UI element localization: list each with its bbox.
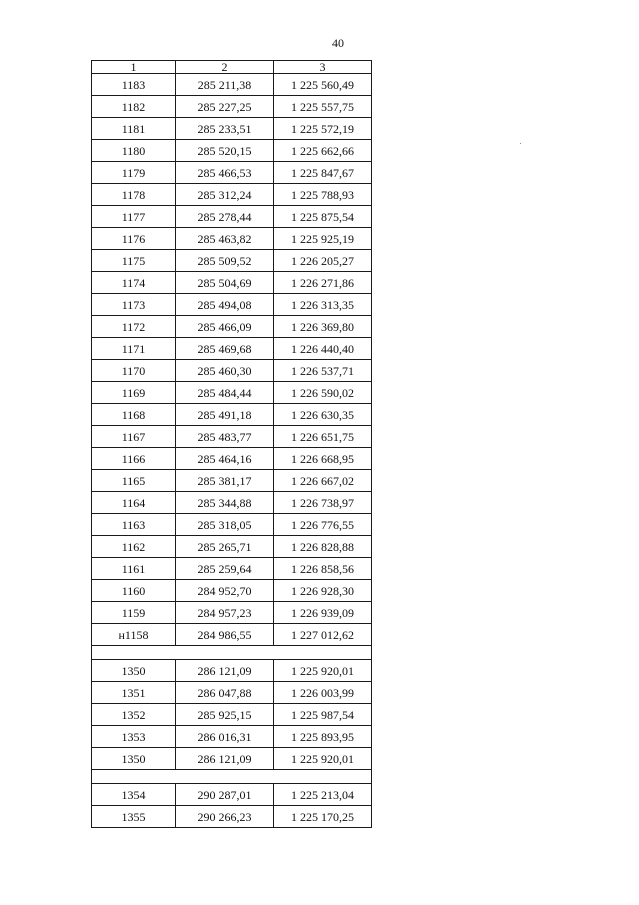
y-coordinate-cell: 1 227 012,62 [274, 624, 372, 646]
point-number-cell: 1355 [92, 806, 176, 828]
x-coordinate-cell: 285 466,09 [176, 316, 274, 338]
y-coordinate-cell: 1 226 738,97 [274, 492, 372, 514]
table-row [92, 426, 372, 448]
x-coordinate-cell: 285 278,44 [176, 206, 274, 228]
y-coordinate-cell: 1 225 560,49 [274, 74, 372, 96]
table-row [92, 382, 372, 404]
point-number-cell: 1181 [92, 118, 176, 140]
x-coordinate-cell: 285 509,52 [176, 250, 274, 272]
x-coordinate-cell: 285 460,30 [176, 360, 274, 382]
point-number-cell: 1167 [92, 426, 176, 448]
table-row [92, 536, 372, 558]
x-coordinate-cell: 285 504,69 [176, 272, 274, 294]
table-row [92, 294, 372, 316]
table-row [92, 316, 372, 338]
x-coordinate-cell: 285 484,44 [176, 382, 274, 404]
x-coordinate-cell: 285 233,51 [176, 118, 274, 140]
point-number-cell: 1160 [92, 580, 176, 602]
separator-cell [92, 646, 372, 660]
x-coordinate-cell: 285 265,71 [176, 536, 274, 558]
header-cell-point: 1 [92, 61, 176, 74]
table-row [92, 162, 372, 184]
point-number-cell: 1171 [92, 338, 176, 360]
point-number-cell: 1165 [92, 470, 176, 492]
table-row [92, 140, 372, 162]
x-coordinate-cell: 285 464,16 [176, 448, 274, 470]
table-row [92, 748, 372, 770]
table-row [92, 580, 372, 602]
y-coordinate-cell: 1 226 858,56 [274, 558, 372, 580]
x-coordinate-cell: 285 318,05 [176, 514, 274, 536]
y-coordinate-cell: 1 225 987,54 [274, 704, 372, 726]
y-coordinate-cell: 1 225 213,04 [274, 784, 372, 806]
table-header-row [92, 61, 372, 74]
y-coordinate-cell: 1 226 828,88 [274, 536, 372, 558]
y-coordinate-cell: 1 225 572,19 [274, 118, 372, 140]
point-number-cell: 1166 [92, 448, 176, 470]
y-coordinate-cell: 1 225 788,93 [274, 184, 372, 206]
x-coordinate-cell: 286 121,09 [176, 748, 274, 770]
point-number-cell: 1350 [92, 660, 176, 682]
point-number-cell: 1180 [92, 140, 176, 162]
point-number-cell: 1173 [92, 294, 176, 316]
header-cell-x: 2 [176, 61, 274, 74]
point-number-cell: 1161 [92, 558, 176, 580]
x-coordinate-cell: 285 469,68 [176, 338, 274, 360]
y-coordinate-cell: 1 225 925,19 [274, 228, 372, 250]
point-number-cell: 1162 [92, 536, 176, 558]
x-coordinate-cell: 285 925,15 [176, 704, 274, 726]
table-row [92, 360, 372, 382]
point-number-cell: 1179 [92, 162, 176, 184]
point-number-cell: 1182 [92, 96, 176, 118]
point-number-cell: 1168 [92, 404, 176, 426]
x-coordinate-cell: 290 266,23 [176, 806, 274, 828]
y-coordinate-cell: 1 225 170,25 [274, 806, 372, 828]
x-coordinate-cell: 284 986,55 [176, 624, 274, 646]
x-coordinate-cell: 285 344,88 [176, 492, 274, 514]
point-number-cell: 1170 [92, 360, 176, 382]
point-number-cell: 1352 [92, 704, 176, 726]
point-number-cell: 1164 [92, 492, 176, 514]
point-number-cell: 1178 [92, 184, 176, 206]
y-coordinate-cell: 1 226 668,95 [274, 448, 372, 470]
x-coordinate-cell: 285 466,53 [176, 162, 274, 184]
table-row [92, 784, 372, 806]
separator-cell [92, 770, 372, 784]
point-number-cell: 1354 [92, 784, 176, 806]
table-row [92, 74, 372, 96]
point-number-cell: 1163 [92, 514, 176, 536]
point-number-cell: н1158 [92, 624, 176, 646]
table-row [92, 660, 372, 682]
x-coordinate-cell: 285 463,82 [176, 228, 274, 250]
x-coordinate-cell: 290 287,01 [176, 784, 274, 806]
point-number-cell: 1175 [92, 250, 176, 272]
y-coordinate-cell: 1 225 920,01 [274, 660, 372, 682]
y-coordinate-cell: 1 225 557,75 [274, 96, 372, 118]
coordinates-table [91, 60, 372, 828]
table-row [92, 624, 372, 646]
y-coordinate-cell: 1 225 920,01 [274, 748, 372, 770]
page-number: 40 [332, 36, 344, 50]
point-number-cell: 1350 [92, 748, 176, 770]
table-row [92, 704, 372, 726]
table-row [92, 682, 372, 704]
x-coordinate-cell: 285 494,08 [176, 294, 274, 316]
table-row [92, 448, 372, 470]
table-row [92, 96, 372, 118]
x-coordinate-cell: 285 520,15 [176, 140, 274, 162]
table-row [92, 338, 372, 360]
x-coordinate-cell: 286 047,88 [176, 682, 274, 704]
table-row [92, 602, 372, 624]
y-coordinate-cell: 1 225 662,66 [274, 140, 372, 162]
table-row [92, 726, 372, 748]
table-row [92, 558, 372, 580]
table-row [92, 272, 372, 294]
y-coordinate-cell: 1 226 537,71 [274, 360, 372, 382]
table-row [92, 184, 372, 206]
x-coordinate-cell: 286 016,31 [176, 726, 274, 748]
y-coordinate-cell: 1 226 776,55 [274, 514, 372, 536]
table-row [92, 470, 372, 492]
y-coordinate-cell: 1 226 003,99 [274, 682, 372, 704]
x-coordinate-cell: 285 259,64 [176, 558, 274, 580]
table-row [92, 250, 372, 272]
y-coordinate-cell: 1 226 651,75 [274, 426, 372, 448]
y-coordinate-cell: 1 226 590,02 [274, 382, 372, 404]
table-row [92, 228, 372, 250]
table-row [92, 206, 372, 228]
table-row [92, 492, 372, 514]
table-row [92, 514, 372, 536]
x-coordinate-cell: 285 491,18 [176, 404, 274, 426]
point-number-cell: 1174 [92, 272, 176, 294]
header-cell-y: 3 [274, 61, 372, 74]
point-number-cell: 1351 [92, 682, 176, 704]
point-number-cell: 1159 [92, 602, 176, 624]
y-coordinate-cell: 1 226 440,40 [274, 338, 372, 360]
x-coordinate-cell: 285 227,25 [176, 96, 274, 118]
x-coordinate-cell: 285 483,77 [176, 426, 274, 448]
x-coordinate-cell: 285 312,24 [176, 184, 274, 206]
y-coordinate-cell: 1 226 369,80 [274, 316, 372, 338]
y-coordinate-cell: 1 226 271,86 [274, 272, 372, 294]
y-coordinate-cell: 1 226 667,02 [274, 470, 372, 492]
x-coordinate-cell: 286 121,09 [176, 660, 274, 682]
x-coordinate-cell: 285 381,17 [176, 470, 274, 492]
point-number-cell: 1177 [92, 206, 176, 228]
y-coordinate-cell: 1 225 875,54 [274, 206, 372, 228]
y-coordinate-cell: 1 225 893,95 [274, 726, 372, 748]
y-coordinate-cell: 1 226 928,30 [274, 580, 372, 602]
table-row [92, 806, 372, 828]
point-number-cell: 1183 [92, 74, 176, 96]
point-number-cell: 1172 [92, 316, 176, 338]
y-coordinate-cell: 1 226 939,09 [274, 602, 372, 624]
x-coordinate-cell: 284 952,70 [176, 580, 274, 602]
table-row [92, 404, 372, 426]
group-separator-row [92, 646, 372, 660]
coordinates-table-body [92, 61, 372, 828]
y-coordinate-cell: 1 226 313,35 [274, 294, 372, 316]
point-number-cell: 1176 [92, 228, 176, 250]
y-coordinate-cell: 1 226 630,35 [274, 404, 372, 426]
x-coordinate-cell: 285 211,38 [176, 74, 274, 96]
x-coordinate-cell: 284 957,23 [176, 602, 274, 624]
table-row [92, 118, 372, 140]
scan-speck [520, 143, 521, 144]
y-coordinate-cell: 1 226 205,27 [274, 250, 372, 272]
group-separator-row [92, 770, 372, 784]
y-coordinate-cell: 1 225 847,67 [274, 162, 372, 184]
point-number-cell: 1169 [92, 382, 176, 404]
point-number-cell: 1353 [92, 726, 176, 748]
